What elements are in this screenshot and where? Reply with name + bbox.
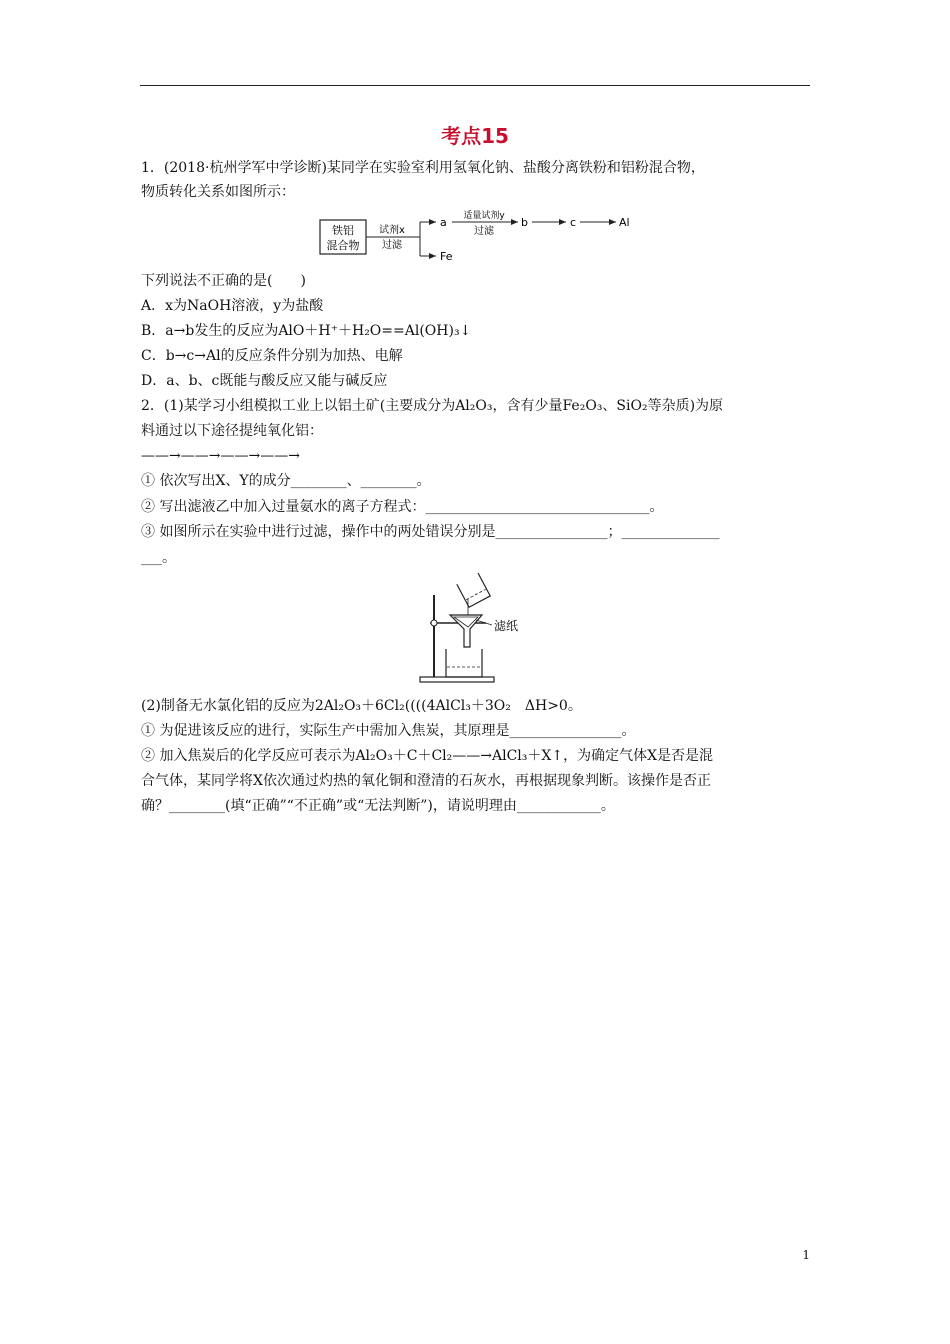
filter-paper-label: 滤纸 — [494, 619, 519, 633]
filter2-label: 过滤 — [474, 226, 494, 237]
node-al: Al — [619, 216, 630, 229]
q1-stem-line2: 物质转化关系如图所示： — [141, 184, 295, 200]
box-line2: 混合物 — [326, 239, 360, 252]
node-fe: Fe — [440, 250, 453, 263]
header-rule — [140, 85, 810, 86]
pouring-beaker — [457, 573, 490, 607]
node-b: b — [521, 216, 528, 229]
q2-part3-cont: ___。 — [141, 550, 176, 566]
q2-stem-line2: 料通过以下途径提纯氧化铝： — [141, 423, 323, 439]
clamp-knob — [431, 620, 437, 626]
page-title: 考点15 — [441, 124, 509, 148]
reagent-x-label: 试剂x — [379, 225, 405, 236]
q1-option-c: C．b→c→Al的反应条件分别为加热、电解 — [141, 348, 403, 364]
box-line1: 铁铝 — [332, 224, 354, 237]
q1-option-a: A．x为NaOH溶液，y为盐酸 — [141, 298, 324, 314]
funnel — [450, 615, 482, 647]
q2-route: ——→——→——→——→ — [141, 448, 300, 464]
q2-part4: (2)制备无水氯化铝的反应为2Al₂O₃＋6Cl₂((((4AlCl₃＋3O₂ ΔH>0。 — [141, 698, 582, 714]
q2-part3: ③ 如图所示在实验中进行过滤，操作中的两处错误分别是________________；______________ — [141, 524, 720, 540]
page-number: 1 — [802, 1248, 810, 1262]
beaker — [446, 649, 482, 677]
q2-part2: ② 写出滤液乙中加入过量氨水的离子方程式：________________________________。 — [141, 499, 664, 515]
filtration-figure — [412, 573, 542, 685]
filter1-label: 过滤 — [382, 240, 402, 251]
q1-option-d: D．a、b、c既能与酸反应又能与碱反应 — [141, 373, 388, 389]
node-a: a — [440, 216, 447, 229]
q2-part6-line2: 合气体，某同学将X依次通过灼热的氧化铜和澄清的石灰水，再根据现象判断。该操作是否正 — [141, 773, 711, 789]
q2-stem-line1: 2．(1)某学习小组模拟工业上以铝土矿(主要成分为Al₂O₃，含有少量Fe₂O₃、SiO₂等杂质)为原 — [141, 398, 724, 414]
q2-part6-line3: 确？________(填“正确”“不正确”或“无法判断”)，请说明理由____________。 — [141, 798, 615, 814]
reagent-y-label: 适量试剂y — [463, 211, 505, 221]
q1-question: 下列说法不正确的是( ) — [141, 273, 306, 289]
q1-flow-diagram — [312, 208, 642, 266]
node-c: c — [570, 216, 577, 229]
q2-part6-line1: ② 加入焦炭后的化学反应可表示为Al₂O₃＋C＋Cl₂——→AlCl₃＋X↑，为确定气体X是否是混 — [141, 748, 714, 764]
q1-stem-line1: 1．(2018·杭州学军中学诊断)某同学在实验室利用氢氧化钠、盐酸分离铁粉和铝粉混合物， — [141, 160, 705, 176]
q2-part5: ① 为促进该反应的进行，实际生产中需加入焦炭，其原理是________________。 — [141, 723, 636, 739]
q1-option-b: B．a→b发生的反应为AlO＋H⁺＋H₂O==Al(OH)₃↓ — [141, 323, 472, 339]
q2-part1: ① 依次写出X、Y的成分________、________。 — [141, 473, 431, 489]
stand-base — [420, 677, 494, 682]
